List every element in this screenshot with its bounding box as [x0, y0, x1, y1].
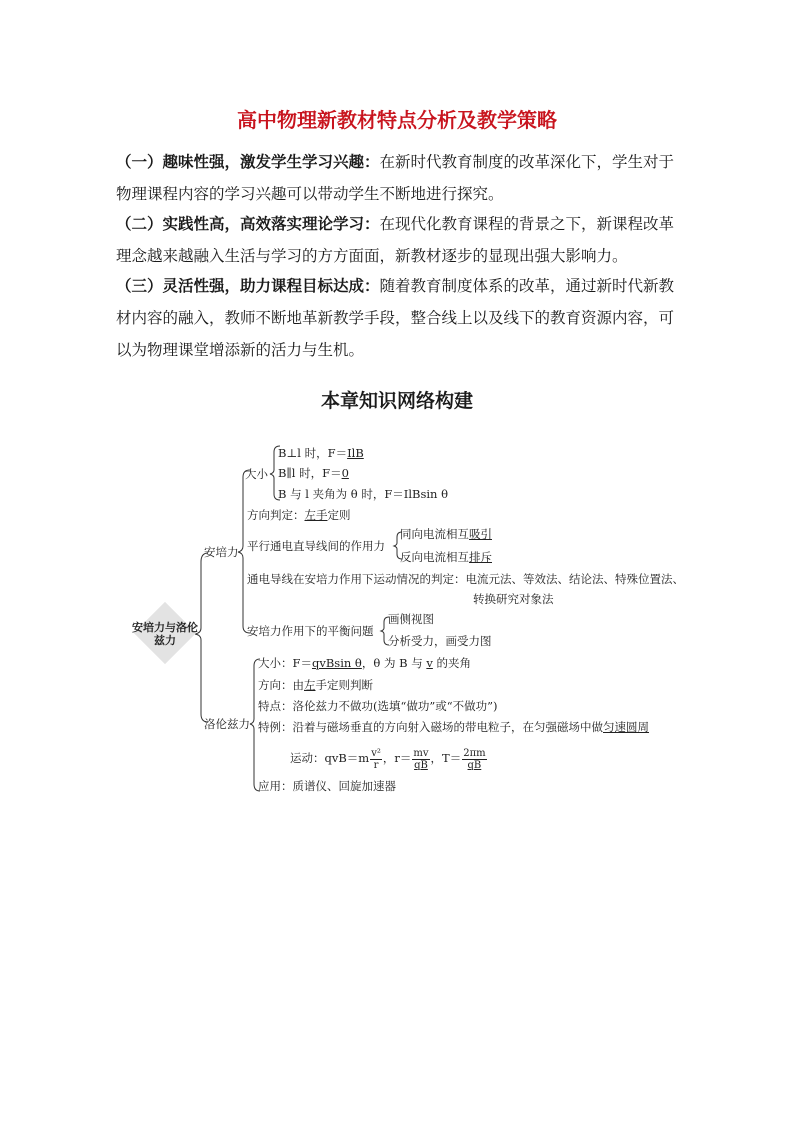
size-item-parallel — [278, 466, 349, 480]
lorentz-special-text: 特例：沿着与磁场垂直的方向射入磁场的带电粒子，在匀强磁场中做 — [258, 720, 603, 734]
lorentz-application: 应用：质谱仪、回旋加速器 — [258, 779, 396, 793]
ampere-size-label: 大小 — [245, 467, 268, 481]
formula-r: ，r＝ — [382, 751, 412, 765]
lorentz-feature: 特点：洛伦兹力不做功(选填“做功”或“不做功”) — [258, 699, 498, 713]
fraction-v2-over-r — [370, 748, 382, 771]
parallel-same-answer: 吸引 — [469, 527, 492, 541]
balance-label: 安培力作用下的平衡问题 — [247, 624, 374, 638]
page-title: 高中物理新教材特点分析及教学策略 — [237, 108, 557, 132]
paragraph-lead: （二）实践性高，高效落实理论学习： — [116, 215, 380, 233]
direction-answer: 左手 — [304, 508, 328, 522]
paragraph-body: 在现代化教育课程的背景之下，新课程改革理念越来越融入生活与学习的方方面面，新教材逐步的显现出强大影响力。 — [116, 215, 675, 265]
section-heading: 本章知识网络构建 — [320, 390, 473, 412]
fraction-numerator: 2πm — [463, 747, 486, 759]
lorentz-size-text-mid: ，θ 为 B 与 — [361, 656, 427, 670]
lorentz-special-answer: 匀速圆周 — [603, 720, 649, 734]
fraction-denominator: qB — [467, 759, 482, 771]
size-item-answer: IlB — [347, 446, 364, 460]
parallel-label: 平行通电直导线间的作用力 — [247, 539, 385, 553]
formula-T: ，T＝ — [430, 751, 462, 765]
paragraph-body: 随着教育制度体系的改革，通过新时代新教材内容的融入，教师不断地革新教学手段，整合线上以及线下的教育资源内容，可以为物理课堂增添新的活力与生机。 — [116, 277, 675, 359]
lorentz-size — [258, 656, 471, 670]
lorentz-direction — [258, 678, 373, 692]
balance-item: 分析受力，画受力图 — [388, 634, 492, 648]
parallel-same-direction — [400, 527, 492, 541]
parallel-opposite-direction — [400, 550, 492, 564]
motion-judgement-line1: 通电导线在安培力作用下运动情况的判定：电流元法、等效法、结论法、特殊位置法、 — [247, 572, 684, 586]
lorentz-direction-answer: 左 — [304, 678, 316, 692]
direction-text-end: 定则 — [327, 508, 351, 522]
size-item-angle — [278, 487, 448, 501]
formula-prefix: 运动：qvB＝m — [290, 751, 370, 765]
fraction-numerator: v² — [371, 747, 381, 759]
lorentz-size-v: v — [426, 656, 433, 670]
paragraph-interest — [116, 146, 682, 210]
lorentz-direction-text: 方向：由 — [258, 678, 304, 692]
size-item-text: B⊥l 时，F＝ — [278, 446, 348, 460]
direction-text: 方向判定： — [247, 508, 305, 522]
lorentz-size-text: 大小：F＝ — [258, 656, 312, 670]
paragraph-lead: （三）灵活性强，助力课程目标达成： — [116, 277, 380, 295]
fraction-numerator: mv — [413, 747, 429, 759]
fraction-radius — [412, 748, 429, 771]
root-node — [129, 597, 201, 669]
size-item-text: B∥l 时，F＝ — [278, 466, 342, 480]
lorentz-size-text-end: 的夹角 — [432, 656, 472, 670]
fraction-period — [462, 748, 486, 771]
motion-judgement-line2: 转换研究对象法 — [473, 592, 554, 606]
paragraph-lead: （一）趣味性强，激发学生学习兴趣： — [116, 153, 380, 171]
size-item-answer: 0 — [341, 466, 349, 480]
paragraph-body: 在新时代教育制度的改革深化下，学生对于物理课程内容的学习兴趣可以带动学生不断地进行探究。 — [116, 153, 675, 203]
paragraph-flexibility — [116, 270, 682, 366]
parallel-opp-text: 反向电流相互 — [400, 550, 469, 564]
lorentz-label: 洛伦兹力 — [204, 717, 250, 731]
lorentz-special-case — [258, 720, 649, 734]
balance-item: 画侧视图 — [388, 612, 434, 626]
ampere-direction — [247, 508, 351, 522]
lorentz-motion-formulas — [290, 744, 488, 772]
parallel-opp-answer: 排斥 — [469, 550, 492, 564]
size-item-perpendicular — [278, 446, 364, 460]
lorentz-size-answer: qvBsin θ — [311, 656, 362, 670]
fraction-denominator: qB — [414, 759, 428, 771]
ampere-label: 安培力 — [204, 545, 239, 559]
lorentz-direction-text-end: 手定则判断 — [315, 678, 373, 692]
parallel-same-text: 同向电流相互 — [400, 527, 469, 541]
fraction-denominator: r — [373, 759, 379, 771]
root-node-label: 安培力与洛伦兹力 — [132, 621, 198, 647]
paragraph-practice — [116, 208, 682, 272]
size-item-text: B 与 l 夹角为 θ 时，F＝IlBsin θ — [278, 487, 449, 501]
